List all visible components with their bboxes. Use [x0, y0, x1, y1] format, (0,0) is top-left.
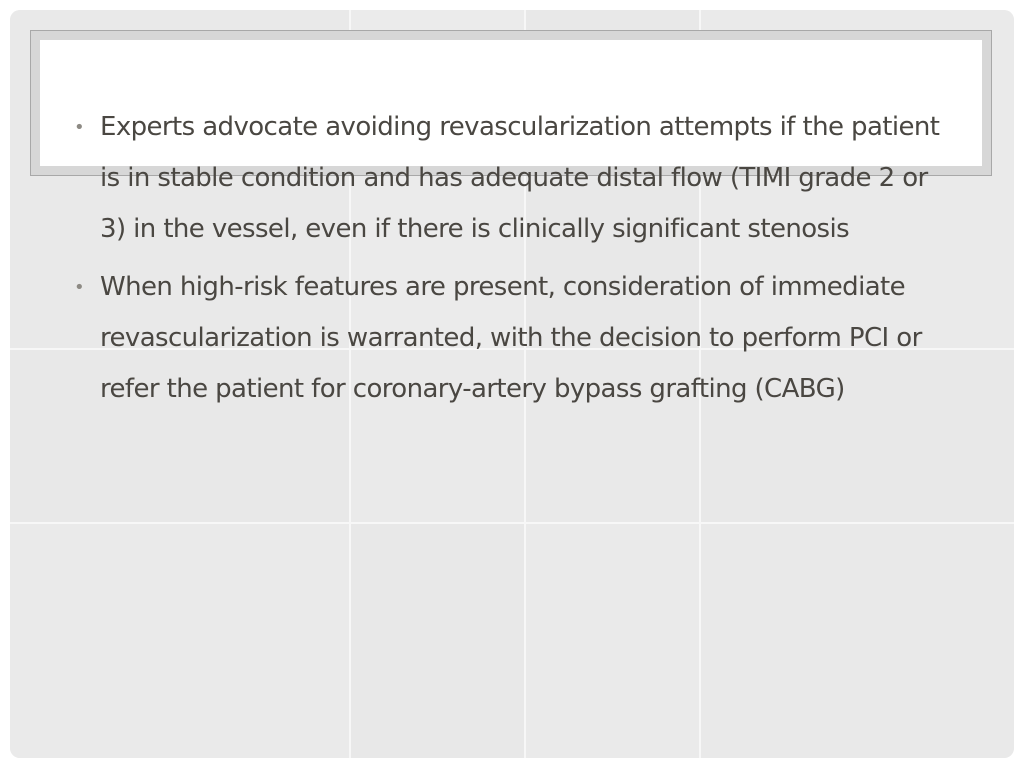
- bullet-item: [72, 102, 952, 255]
- bullet-icon: •: [74, 117, 85, 138]
- slide-background: [10, 10, 1014, 758]
- bullet-text: Experts advocate avoiding revascularization attempts if the patient is in stable condition and has adequate distal flow (TIMI grade 2 or 3) in the vessel, even if there is clinically significant stenosis: [100, 112, 940, 244]
- grid-divider: [10, 522, 1014, 524]
- background-tile: [351, 524, 524, 758]
- background-tile: [526, 524, 699, 758]
- bullet-text: When high-risk features are present, consideration of immediate revascularization is warranted, with the decision to perform PCI or refer the patient for coronary-artery bypass grafting (CABG): [100, 272, 922, 404]
- bullet-list: [72, 102, 952, 422]
- bullet-icon: •: [74, 277, 85, 298]
- background-tile: [10, 524, 349, 758]
- background-tile: [701, 524, 1014, 758]
- bullet-item: [72, 262, 952, 415]
